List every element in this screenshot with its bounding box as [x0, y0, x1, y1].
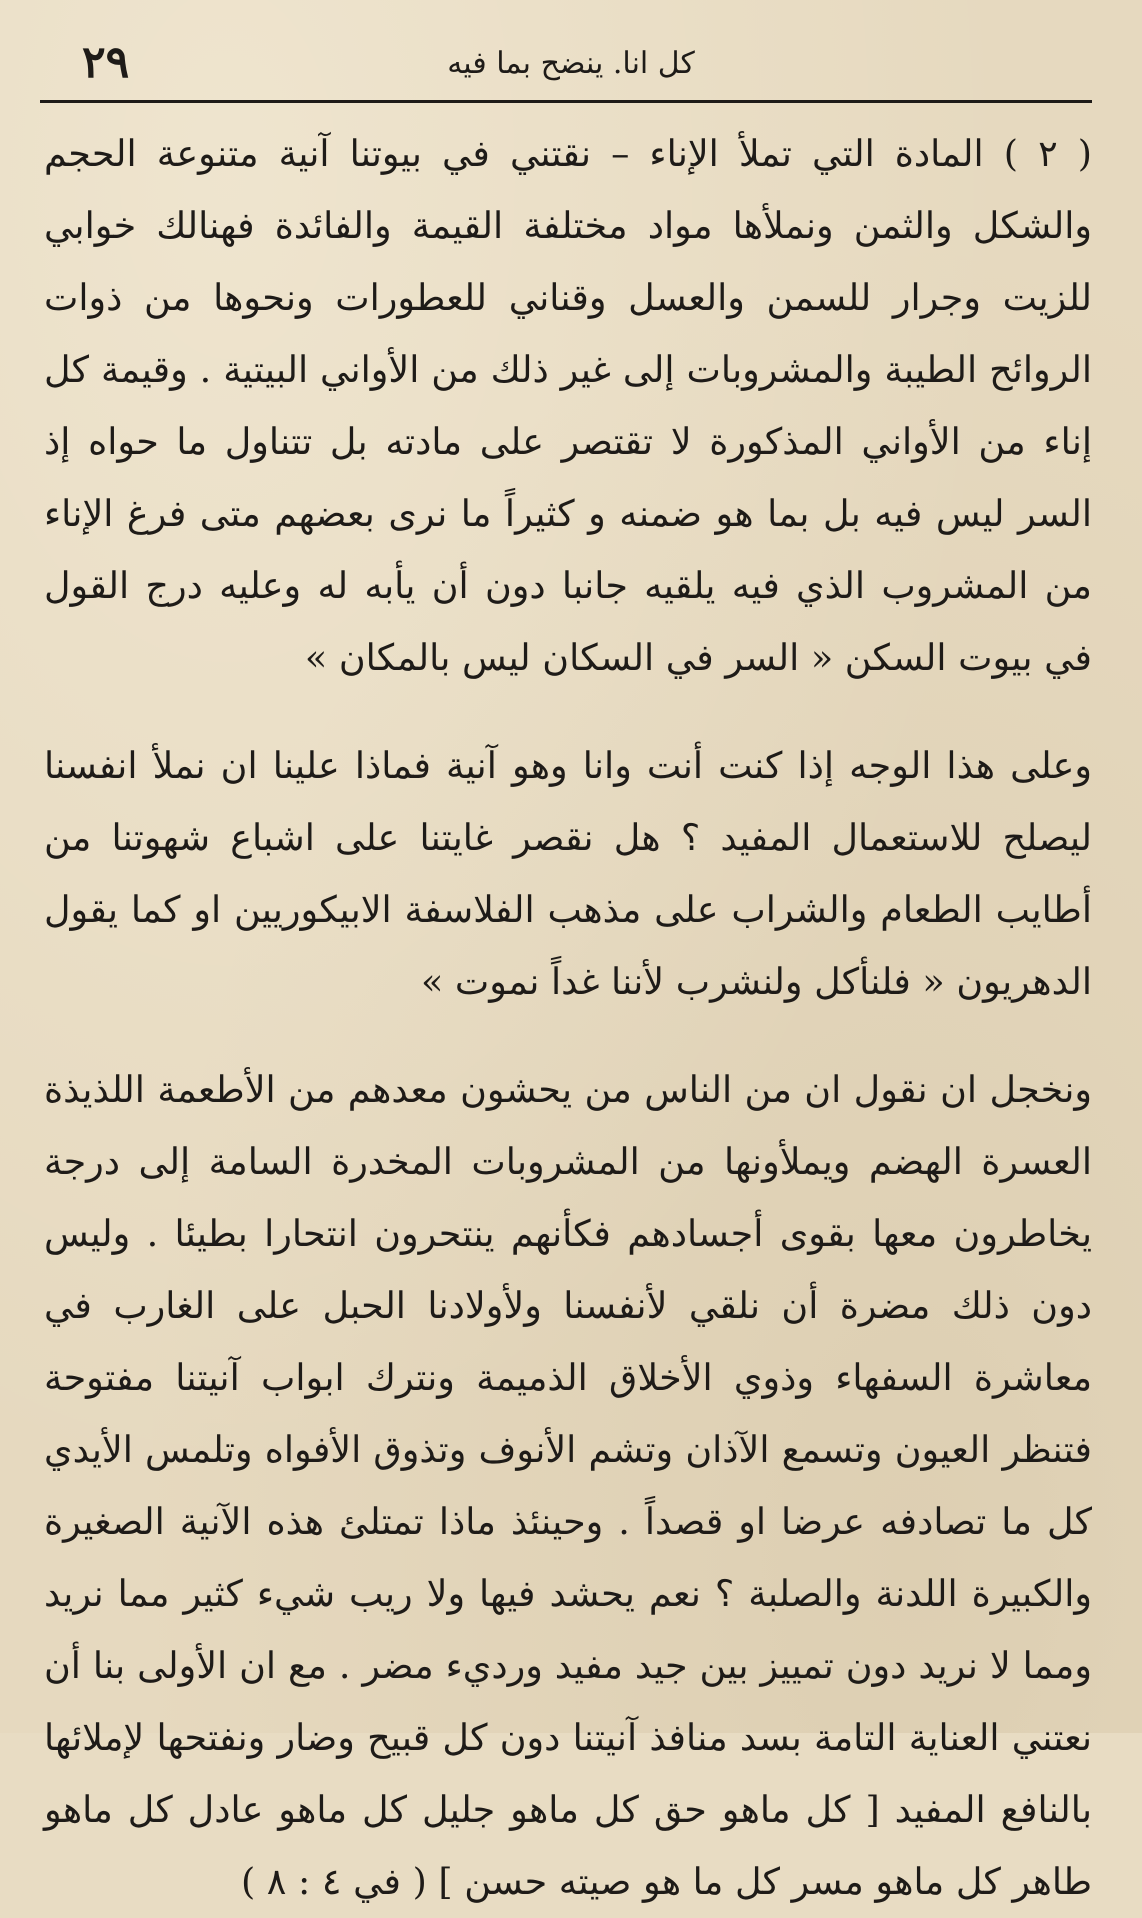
page-number: ٢٩	[82, 37, 130, 88]
paragraph-1: ( ٢ ) المادة التي تملأ الإناء – نقتني في بيوتنا آنية متنوعة الحجم والشكل والثمن ونملأها مواد مختلفة القيمة والفائدة فهنالك خوابي للزيت وجرار للسمن والعسل وقناني للعطورات ونحوها من ذوات الروائح الطيبة والمشروبات إلى غير ذلك من الأواني البيتية . وقيمة كل إناء من الأواني المذكورة لا تقتصر على مادته بل تتناول ما حواه إذ السر ليس فيه بل بما هو ضمنه و كثيراً ما نرى بعضهم متى فرغ الإناء من المشروب الذي فيه يلقيه جانبا دون أن يأبه له وعليه درج القول في بيوت السكن « السر في السكان ليس بالمكان »	[44, 132, 1093, 679]
paragraph-3: ونخجل ان نقول ان من الناس من يحشون معدهم من الأطعمة اللذيذة العسرة الهضم ويملأونها من المشروبات المخدرة السامة إلى درجة يخاطرون معها بقوى أجسادهم فكأنهم ينتحرون انتحارا بطيئا . وليس دون ذلك مضرة أن نلقي لأنفسنا ولأولادنا الحبل على الغارب في معاشرة السفهاء وذوي الأخلاق الذميمة ونترك ابواب آنيتنا مفتوحة فتنظر العيون وتسمع الآذان وتشم الأنوف وتذوق الأفواه وتلمس الأيدي كل ما تصادفه عرضا او قصداً . وحينئذ ماذا تمتلئ هذه الآنية الصغيرة والكبيرة اللدنة والصلبة ؟ نعم يحشد فيها ولا ريب شيء كثير مما نريد ومما لا نريد دون تمييز بين جيد مفيد ورديء مضر . مع ان الأولى بنا أن نعتني العناية التامة بسد منافذ آنيتنا دون كل قبيح وضار ونفتحها لإملائها بالنافع المفيد [ كل ماهو حق كل ماهو جليل كل ماهو عادل كل ماهو طاهر كل ماهو مسر كل ما هو صيته حسن ] ( في ٤ : ٨ )	[44, 1068, 1092, 1903]
body-text	[44, 118, 1092, 1918]
page-header	[40, 38, 1102, 96]
running-title: كل انا. ينضح بما فيه	[447, 46, 695, 81]
header-rule	[40, 100, 1092, 103]
paragraph-2: وعلى هذا الوجه إذا كنت أنت وانا وهو آنية فماذا علينا ان نملأ انفسنا ليصلح للاستعمال المفيد ؟ هل نقصر غايتنا على اشباع شهوتنا من أطايب الطعام والشراب على مذهب الفلاسفة الابيكوريين او كما يقول الدهريون « فلنأكل ولنشرب لأننا غداً نموت »	[44, 744, 1092, 1003]
